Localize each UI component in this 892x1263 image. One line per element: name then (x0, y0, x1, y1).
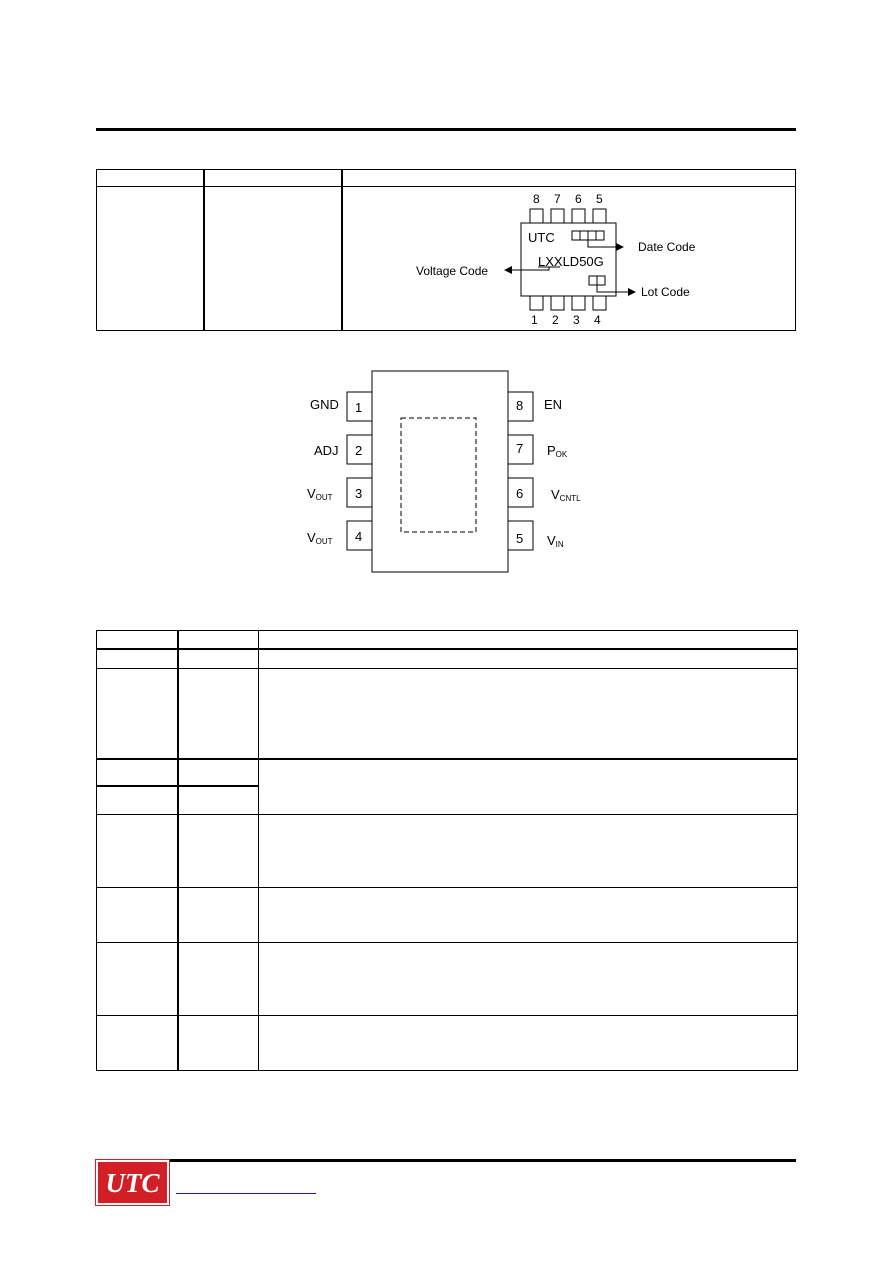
pin-pad (551, 296, 564, 310)
arrow-head (504, 266, 512, 274)
date-code-box (580, 231, 588, 240)
right-pin-number: 8 (516, 398, 524, 413)
footer-rule (96, 1159, 796, 1162)
pin-pad (593, 296, 606, 310)
pin-name-en: EN (544, 397, 563, 412)
pin-name-vout: $V_{OUT}$ (307, 530, 333, 546)
pin-table-header-line (96, 648, 798, 650)
marking-brand: UTC (528, 230, 555, 245)
date-code-box (596, 231, 604, 240)
lot-code-label: Lot Code (641, 285, 690, 299)
marking-part-code: LXXLD50G (538, 254, 604, 269)
top-pin-number: 7 (554, 192, 561, 206)
date-code-label: Date Code (638, 240, 696, 254)
date-code-box (588, 231, 596, 240)
pin-pad (551, 209, 564, 223)
pin-name-vin: $V_{IN}$ (547, 533, 564, 549)
ic-body (372, 371, 508, 572)
pin-pad (572, 209, 585, 223)
pin-pad (572, 296, 585, 310)
pinout-diagram (340, 365, 540, 577)
pin-name-vcntl: $V_{CNTL}$ (551, 487, 581, 503)
lot-code-box (589, 276, 597, 285)
pin-table-row-line (96, 942, 798, 943)
pin-description-table (96, 630, 798, 1071)
pin-pad (530, 209, 543, 223)
pin-pad (593, 209, 606, 223)
pin-table-row-line (96, 668, 798, 669)
pin-table-col-divider (177, 630, 179, 1071)
voltage-code-label: Voltage Code (416, 264, 489, 278)
utc-logo: UTC (96, 1160, 169, 1205)
left-pin-number: 1 (355, 400, 363, 415)
header-rule (96, 128, 796, 131)
top-pin-number: 6 (575, 192, 582, 206)
bottom-pin-number: 2 (552, 313, 559, 327)
pin-pad (530, 296, 543, 310)
pin-table-row-line (96, 1015, 798, 1016)
bottom-pin-number: 4 (594, 313, 601, 327)
bottom-pin-number: 1 (531, 313, 538, 327)
arrow-head (628, 288, 636, 296)
lot-code-box (597, 276, 605, 285)
pin-name-gnd: GND (310, 397, 339, 412)
bottom-pin-number: 3 (573, 313, 580, 327)
pin-table-row-line (96, 814, 798, 815)
left-pin-number: 3 (355, 486, 363, 501)
marking-table-col-divider (341, 169, 343, 331)
pin-table-row-line (96, 785, 259, 787)
left-pin-number: 2 (355, 443, 363, 458)
right-pin-number: 7 (516, 441, 524, 456)
right-pin-number: 6 (516, 486, 524, 501)
arrow-head (616, 243, 624, 251)
pin-name-vout: $V_{OUT}$ (307, 486, 333, 502)
top-pin-number: 5 (596, 192, 603, 206)
pin-table-row-line (96, 758, 798, 760)
pin-name-pok: $P_{OK}$ (547, 443, 568, 459)
right-pin-number: 5 (516, 531, 524, 546)
pin-name-adj: ADJ (314, 443, 339, 458)
pin-table-col-divider (258, 630, 259, 1071)
marking-table-header-line (96, 186, 796, 187)
pin-table-row-line (96, 887, 798, 888)
website-link-underline[interactable] (176, 1193, 316, 1194)
marking-table-col-divider (203, 169, 205, 331)
top-pin-number: 8 (533, 192, 540, 206)
left-pin-number: 4 (355, 529, 363, 544)
date-code-box (572, 231, 580, 240)
